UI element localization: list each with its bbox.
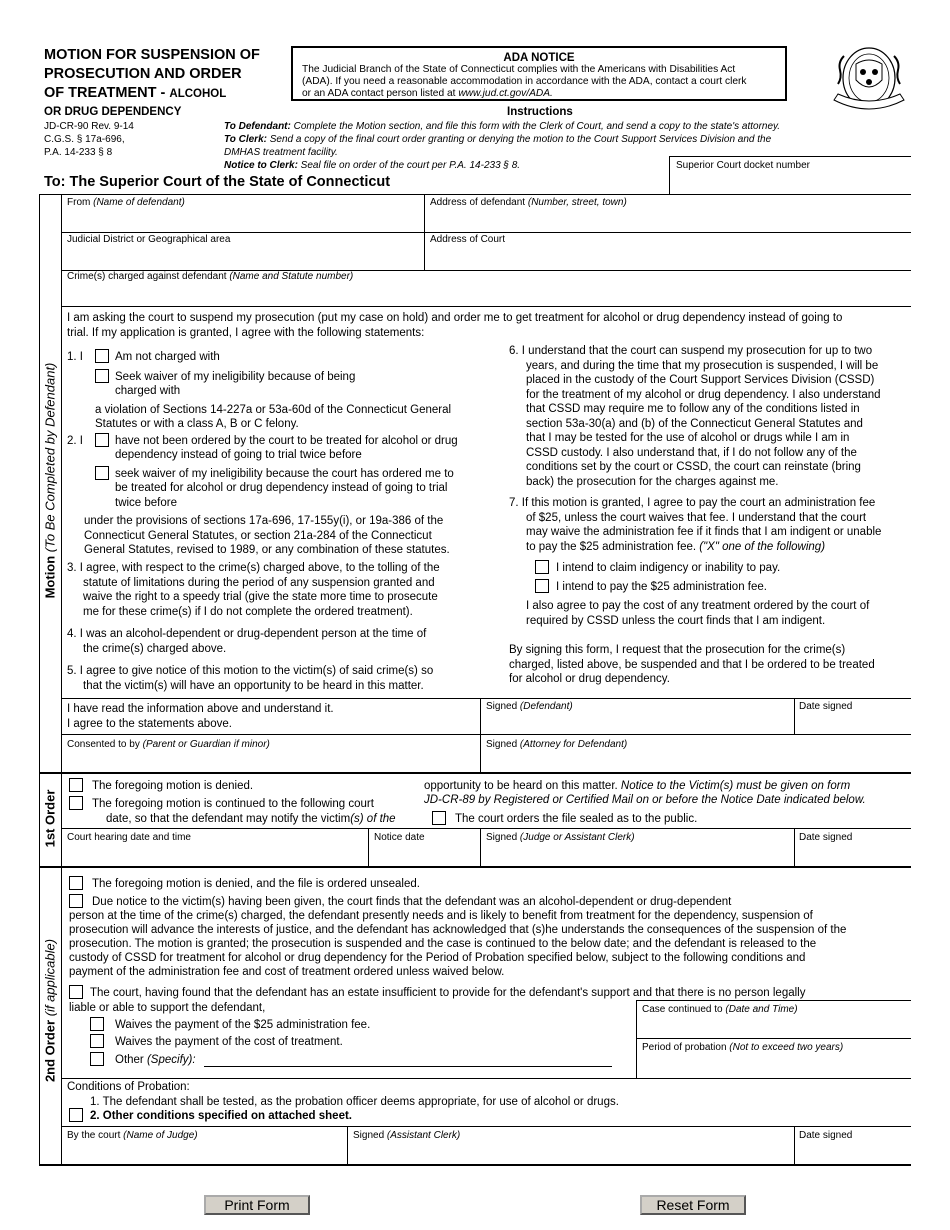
ada-title: ADA NOTICE [503, 52, 575, 64]
label-hint: (Number, street, town) [527, 197, 627, 208]
text-line: trial. If my application is granted, I agree with the following statements: [67, 326, 425, 339]
hearing-date-input[interactable] [67, 846, 367, 865]
label-hint: (Parent or Guardian if minor) [142, 739, 270, 750]
text-line: waive the right to a speedy trial (give the state more time to prosecute [83, 591, 438, 603]
acknowledgement-text [67, 702, 334, 731]
label-hint: (Specify): [146, 1054, 196, 1066]
text-line: that the victim(s) will have an opportunity to be heard in this matter. [83, 679, 424, 692]
label-hint: (Name of Judge) [123, 1130, 198, 1141]
text-line: I also agree to pay the cost of any treatment ordered by the court of [526, 600, 870, 612]
text-part: (s) of the [350, 813, 396, 825]
instruction-label: To Clerk: [224, 134, 267, 145]
probation-period-input[interactable] [642, 1056, 910, 1075]
order2-denied-label: The foregoing motion is denied, and the file is ordered unsealed. [92, 878, 420, 890]
label-hint: (Name of defendant) [93, 197, 185, 208]
order2-granted-text: Due notice to the victim(s) having been given, the court finds that the defendant was an alcohol-dependent or drug-dependent [92, 896, 732, 908]
text-line: conditions set by the court or CSSD, the court can reinstate (bring [526, 461, 861, 473]
text-line: 4. I was an alcohol-dependent or drug-dependent person at the time of [67, 628, 427, 640]
order2-granted-text-cont [69, 909, 846, 979]
text-line: payment of the administration fee and cost of treatment ordered unless waived below. [69, 966, 505, 978]
defendant-address-input[interactable] [430, 211, 910, 231]
order1-continued-checkbox[interactable] [69, 796, 83, 810]
text-line: me for these crime(s) if I do not complete the ordered treatment). [83, 605, 413, 618]
defendant-date-input[interactable] [799, 715, 911, 734]
signed-attorney-label [486, 739, 627, 751]
statement-1-text: Statutes or with a class A, B or C felony. [95, 418, 299, 430]
label-text: Signed [353, 1130, 387, 1141]
crimes-label [67, 271, 353, 283]
text-line: charged, listed above, be suspended and that I be ordered to be treated [509, 658, 875, 671]
text-line: statute of limitations during the period of any suspension granted and [83, 576, 435, 589]
section-title: 2nd Order [42, 1019, 58, 1083]
order1-continued-label-cont [106, 812, 396, 826]
order2-waiver-text-cont: liable or able to support the defendant, [69, 1002, 266, 1014]
order1-denied-checkbox[interactable] [69, 778, 83, 792]
claim-indigency-label: I intend to claim indigency or inability to pay. [556, 562, 781, 574]
order2-denied-checkbox[interactable] [69, 876, 83, 890]
not-charged-checkbox[interactable] [95, 349, 109, 363]
guardian-consent-input[interactable] [67, 753, 479, 772]
order1-continued-label: The foregoing motion is continued to the following court [92, 798, 374, 810]
text-part: Notice to the Victim(s) must be given on form [620, 780, 851, 792]
court-address-input[interactable] [430, 249, 910, 269]
label-hint: (Assistant Clerk) [386, 1130, 461, 1141]
title-line: PROSECUTION AND ORDER [44, 66, 242, 82]
text-line: may waive the administration fee if it finds that I am indigent or unable [526, 526, 882, 538]
section-hint: (if applicable) [42, 938, 58, 1017]
district-input[interactable] [67, 249, 423, 269]
text-line: of $25, unless the court waives that fee. I understand that the court [526, 511, 867, 524]
label-hint: (Attorney for Defendant) [519, 739, 628, 750]
text-line: custody of CSSD for treatment for alcohol or drug dependency for the Period of Probation specified below, subject to the following conditions and [69, 952, 806, 964]
instruction-text: Seal file on order of the court per P.A. 14-233 § 8. [297, 160, 521, 171]
other-waiver-checkbox[interactable] [90, 1052, 104, 1066]
text-line: person at the time of the crime(s) charged, the defendant presently needs and is likely to benefit from treatment for the dependency, suspension of [69, 910, 813, 922]
statute-ref: C.G.S. § 17a-696, [44, 134, 125, 145]
probation-period-label [642, 1042, 843, 1054]
victim-notice-text [424, 779, 850, 793]
order1-sealed-label: The court orders the file sealed as to the public. [455, 813, 698, 825]
ada-text [302, 87, 553, 100]
form-number: JD-CR-90 Rev. 9-14 [44, 121, 134, 132]
text-line: that CSSD may require me to follow any of the conditions listed in [526, 403, 860, 415]
waive-admin-fee-label: Waives the payment of the $25 administration fee. [115, 1019, 371, 1031]
notice-date-input[interactable] [374, 846, 479, 865]
label-text: Signed [486, 701, 520, 712]
label-text: Consented to by [67, 739, 143, 750]
text-line: that I may be tested for the use of alcohol or drugs while I am in [526, 432, 850, 444]
case-continued-input[interactable] [642, 1018, 910, 1037]
clerk-signature-input[interactable] [353, 1144, 793, 1163]
statement-2-text [84, 514, 450, 558]
seek-waiver-ordered-checkbox[interactable] [95, 466, 109, 480]
text-hint: ("X" one of the following) [699, 540, 826, 553]
from-label [67, 197, 185, 209]
instructions-clerk [224, 133, 771, 146]
text-line: years, and during the time that my prosecution is suspended, I will be [526, 359, 879, 372]
district-label: Judicial District or Geographical area [67, 234, 231, 245]
label-text: From [67, 197, 94, 208]
text-line: 6. I understand that the court can suspend my prosecution for up to two [509, 345, 873, 357]
hearing-date-label: Court hearing date and time [67, 832, 191, 843]
label-text: Signed [486, 739, 520, 750]
date-signed-label: Date signed [799, 1130, 853, 1141]
ada-link[interactable]: www.jud.ct.gov/ADA. [458, 88, 553, 99]
label-text: Other [115, 1054, 147, 1066]
text-line [509, 540, 881, 555]
ada-text-part: or an ADA contact person listed at [302, 88, 459, 99]
print-form-button[interactable]: Print Form [204, 1195, 310, 1215]
motion-section-label [43, 341, 58, 621]
instruction-label: To Defendant: [224, 121, 291, 132]
text-line: section 53a-30(a) and (b) of the Connecticut General Statutes and [526, 417, 863, 430]
order2-granted-checkbox[interactable] [69, 894, 83, 908]
waive-admin-fee-checkbox[interactable] [90, 1017, 104, 1031]
label-hint: (Defendant) [519, 701, 573, 712]
judge-name-input[interactable] [67, 1144, 346, 1163]
waive-treatment-cost-checkbox[interactable] [90, 1034, 104, 1048]
crimes-input[interactable] [67, 286, 909, 306]
second-order-section-label [43, 901, 58, 1121]
pay-fee-checkbox[interactable] [535, 579, 549, 593]
label-hint: (Name and Statute number) [229, 271, 354, 282]
statement-5 [67, 664, 433, 693]
not-ordered-label: have not been ordered by the court to be treated for alcohol or drug [115, 435, 458, 447]
not-ordered-label-cont: dependency instead of going to trial twice before [115, 449, 362, 461]
text-line: back) the prosecution for the charges against me. [526, 475, 779, 488]
label-text: Case continued to [642, 1004, 726, 1015]
order2-date-input[interactable] [799, 1144, 911, 1163]
first-order-section-label: 1st Order [42, 789, 58, 848]
seek-waiver-charged-checkbox[interactable] [95, 369, 109, 383]
signing-statement [509, 643, 875, 687]
label-hint: (Not to exceed two years) [729, 1042, 844, 1053]
ada-text: The Judicial Branch of the State of Connecticut complies with the Americans with Disabilities Act [302, 64, 736, 75]
seek-waiver-ordered-label-cont: twice before [115, 497, 178, 509]
attorney-signature-input[interactable] [486, 753, 910, 772]
conditions-heading: Conditions of Probation: [67, 1081, 190, 1093]
statute-ref: P.A. 14-233 § 8 [44, 147, 113, 158]
label-hint: (Judge or Assistant Clerk) [519, 832, 635, 843]
text-line: 3. I agree, with respect to the crime(s) charged above, to the tolling of the [67, 562, 440, 574]
court-address-label: Address of Court [430, 234, 506, 245]
other-waiver-label [115, 1053, 196, 1067]
text-line: for alcohol or drug dependency. [509, 673, 670, 685]
victim-notice-text-cont: JD-CR-89 by Registered or Certified Mail on or before the Notice Date indicated below. [424, 794, 866, 806]
text-line: Connecticut General Statutes, or section 21a-284 of the Connecticut [84, 529, 432, 542]
instructions-defendant [224, 120, 780, 133]
motion-intro [67, 311, 842, 340]
statement-1-number: 1. I [67, 351, 83, 363]
court-heading: To: The Superior Court of the State of Connecticut [44, 174, 391, 190]
instruction-text: Complete the Motion section, and file this form with the Clerk of Court, and send a copy to the state's attorney. [290, 121, 781, 132]
text-line: placed in the custody of the Court Support Services Division (CSSD) [526, 374, 875, 386]
label-hint: (Date and Time) [725, 1004, 798, 1015]
claim-indigency-checkbox[interactable] [535, 560, 549, 574]
text-line: required by CSSD unless the court finds that I am indigent. [526, 614, 826, 627]
label-text: Address of defendant [430, 197, 528, 208]
label-text: Period of probation [642, 1042, 730, 1053]
order2-waiver-text: The court, having found that the defendant has an estate insufficient to provide for the defendant's support and that there is no person legally [90, 987, 806, 999]
order2-waiver-checkbox[interactable] [69, 985, 83, 999]
state-seal-icon [826, 42, 912, 114]
section-title: Motion [42, 555, 58, 599]
pay-fee-label: I intend to pay the $25 administration fee. [556, 581, 767, 593]
waive-treatment-cost-label: Waives the payment of the cost of treatment. [115, 1036, 343, 1048]
notice-date-label: Notice date [374, 832, 425, 843]
seek-waiver-charged-label: Seek waiver of my ineligibility because of being [115, 371, 356, 383]
label-text: Signed [486, 832, 520, 843]
order1-sealed-checkbox[interactable] [432, 811, 446, 825]
title-alcohol: ALCOHOL [169, 88, 227, 100]
text-line: under the provisions of sections 17a-696, 17-155y(i), or 19a-386 of the [84, 515, 444, 527]
defendant-name-input[interactable] [67, 211, 423, 231]
instructions-clerk-cont: DMHAS treatment facility. [224, 147, 338, 158]
text-line: I am asking the court to suspend my prosecution (put my case on hold) and order me to get treatment for alcohol or drug dependency instead of going to [67, 312, 843, 324]
signed-judge-label [486, 832, 635, 844]
text-line: for the treatment of my alcohol or drug dependency. I also understand [526, 388, 881, 401]
date-signed-label: Date signed [799, 832, 853, 843]
judge-name-label [67, 1130, 198, 1142]
other-waiver-input[interactable] [206, 1050, 614, 1067]
statement-7 [509, 496, 881, 554]
order1-denied-label: The foregoing motion is denied. [92, 780, 254, 792]
title-line: OR DRUG DEPENDENCY [44, 106, 182, 118]
treatment-cost-text [526, 599, 869, 628]
other-conditions-checkbox[interactable] [69, 1108, 83, 1122]
text-line: prosecution will advance the interests of justice, and the defendant has acknowledged that (s)he understands the consequences of the suspension of the [69, 924, 847, 936]
text-part: date, so that the defendant may notify the victim [106, 813, 351, 825]
text-part: opportunity to be heard on this matter. [424, 780, 621, 792]
judge-signature-input[interactable] [486, 846, 792, 865]
text-line: 5. I agree to give notice of this motion to the victim(s) of said crime(s) so [67, 665, 434, 677]
seek-waiver-charged-label-cont: charged with [115, 385, 181, 397]
statement-1-text: a violation of Sections 14-227a or 53a-60d of the Connecticut General [95, 404, 452, 416]
signed-defendant-label [486, 701, 573, 713]
text-line: I have read the information above and understand it. [67, 703, 334, 715]
instruction-text: Send a copy of the final court order granting or denying the motion to the Court Support Services Division and the [266, 134, 772, 145]
text-line: General Statutes, revised to 1989, or any combination of these statutes. [84, 544, 450, 556]
condition-1: 1. The defendant shall be tested, as the probation officer deems appropriate, for use of alcohol or drugs. [90, 1096, 619, 1108]
text-line: prosecution. The motion is granted; the prosecution is suspended and the case is continued to the below date; and the defendant is released to the [69, 938, 817, 950]
text-line: By signing this form, I request that the prosecution for the crime(s) [509, 644, 846, 656]
seek-waiver-ordered-label-cont: be treated for alcohol or drug dependency instead of going to trial [115, 482, 448, 494]
consent-label [67, 739, 270, 751]
label-text: By the court [67, 1130, 124, 1141]
statement-2-number: 2. I [67, 435, 83, 447]
condition-2: 2. Other conditions specified on attached sheet. [90, 1110, 352, 1122]
instructions-title: Instructions [507, 106, 573, 118]
text-line: 7. If this motion is granted, I agree to pay the court an administration fee [509, 497, 876, 509]
title-line: MOTION FOR SUSPENSION OF [44, 47, 260, 63]
section-hint: (To Be Completed by Defendant) [42, 362, 58, 553]
defendant-signature-input[interactable] [486, 715, 792, 734]
text-line: the crime(s) charged above. [83, 642, 227, 655]
statement-6 [509, 344, 881, 489]
text-part: to pay the $25 administration fee. [526, 540, 700, 553]
text-line: I agree to the statements above. [67, 717, 232, 730]
order1-date-input[interactable] [799, 846, 911, 865]
signed-clerk-label [353, 1130, 460, 1142]
not-ordered-checkbox[interactable] [95, 433, 109, 447]
docket-number-input[interactable] [676, 174, 910, 194]
title-line [44, 84, 226, 103]
defendant-address-label [430, 197, 627, 209]
statement-4 [67, 627, 426, 656]
title-text: OF TREATMENT - [44, 85, 170, 101]
ada-text: (ADA). If you need a reasonable accommodation in accordance with the ADA, contact a court clerk [302, 76, 747, 87]
text-line: CSSD custody. I also understand that, if I do not follow any of the [526, 446, 857, 459]
instructions-notice-clerk [224, 159, 520, 172]
not-charged-label: Am not charged with [115, 351, 220, 363]
date-signed-label: Date signed [799, 701, 853, 712]
label-text: Crime(s) charged against defendant [67, 271, 230, 282]
instruction-label: Notice to Clerk: [224, 160, 298, 171]
docket-number-label: Superior Court docket number [676, 160, 810, 171]
statement-3 [67, 561, 440, 619]
seek-waiver-ordered-label: seek waiver of my ineligibility because the court has ordered me to [115, 468, 454, 480]
case-continued-label [642, 1004, 798, 1016]
reset-form-button[interactable]: Reset Form [640, 1195, 746, 1215]
